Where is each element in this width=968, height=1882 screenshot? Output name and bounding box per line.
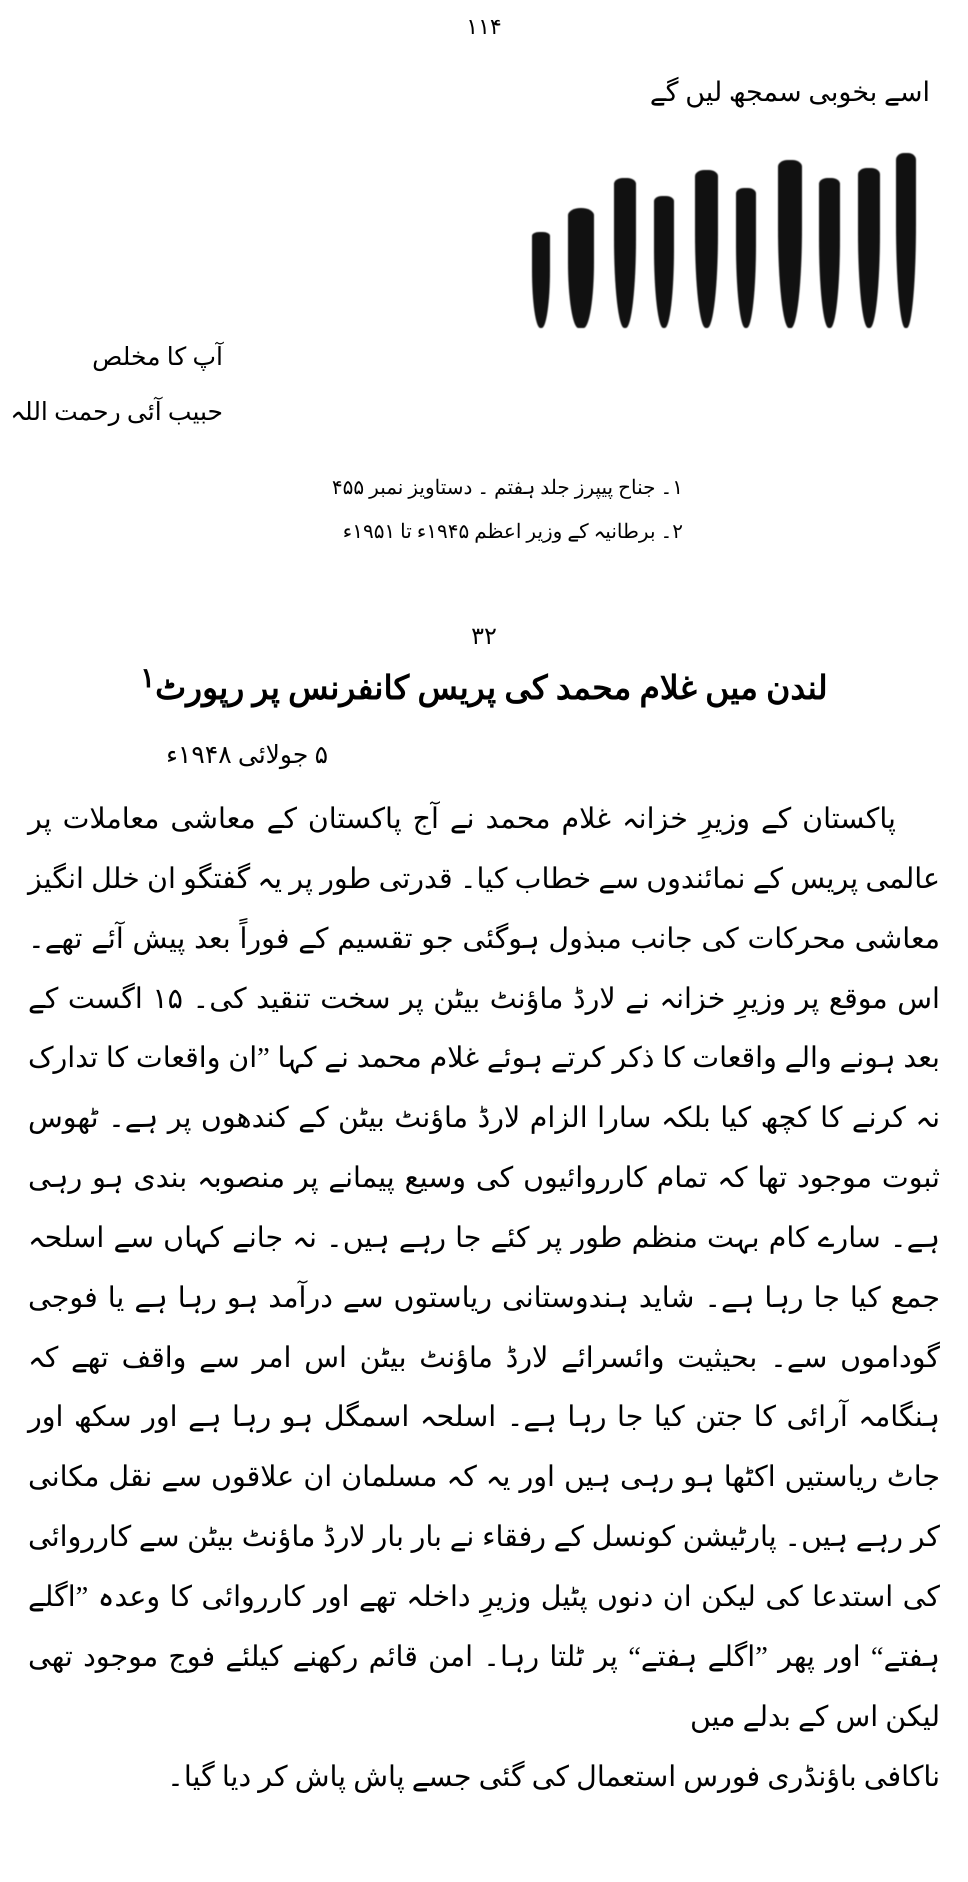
footnote-2: ۲۔ برطانیہ کے وزیر اعظم ۱۹۴۵ء تا ۱۹۵۱ء <box>342 521 683 543</box>
section-title-footnote-marker: ۱ <box>140 662 156 693</box>
signature-script-line: اسے بخوبی سمجھ لیں گے <box>649 77 930 107</box>
page-number: ۱۱۴ <box>466 14 502 39</box>
section-date: ۵ جولائی ۱۹۴۸ء <box>166 742 328 769</box>
section-title <box>0 662 968 708</box>
signature-ink-strokes <box>512 118 922 328</box>
body-paragraph <box>28 790 940 1807</box>
closing-line-2: حبیب آئی رحمت اللہ <box>10 399 223 426</box>
closing-line-1: آپ کا مخلص <box>92 344 223 371</box>
section-number: ۳۲ <box>471 624 497 650</box>
footnotes <box>233 466 683 554</box>
section-title-text: لندن میں غلام محمد کی پریس کانفرنس پر رپورٹ <box>155 671 828 707</box>
body-paragraph-text: پاکستان کے وزیرِ خزانہ غلام محمد نے آج پاکستان کے معاشی معاملات پر عالمی پریس کے نمائندوں سے خطاب کیا۔ قدرتی طور پر یہ گفتگو ان خلل انگیز معاشی محرکات کی جانب مبذول ہوگئی جو تقسیم کے فوراً بعد پیش آئے تھے۔ اس موقع پر وزیرِ خزانہ نے لارڈ ماؤنٹ بیٹن پر سخت تنقید کی۔ ۱۵ اگست کے بعد ہونے والے واقعات کا ذکر کرتے ہوئے غلام محمد نے کہا ”ان واقعات کا تدارک نہ کرنے کا کچھ کیا بلکہ سارا الزام لارڈ ماؤنٹ بیٹن کے کندھوں پر ہے۔ ٹھوس ثبوت موجود تھا کہ تمام کارروائیوں کی وسیع پیمانے پر منصوبہ بندی ہو رہی ہے۔ سارے کام بہت منظم طور پر کئے جا رہے ہیں۔ نہ جانے کہاں سے اسلحہ جمع کیا جا رہا ہے۔ شاید ہندوستانی ریاستوں سے درآمد ہو رہا ہے یا فوجی گوداموں سے۔ بحیثیت وائسرائے لارڈ ماؤنٹ بیٹن اس امر سے واقف تھے کہ ہنگامہ آرائی کا جتن کیا جا رہا ہے۔ اسلحہ اسمگل ہو رہا ہے اور سکھ اور جاٹ ریاستیں اکٹھا ہو رہی ہیں اور یہ کہ مسلمان ان علاقوں سے نقل مکانی کر رہے ہیں۔ پارٹیشن کونسل کے رفقاء نے بار بار لارڈ ماؤنٹ بیٹن سے کارروائی کی استدعا کی لیکن ان دنوں پٹیل وزیرِ داخلہ تھے اور کارروائی کا وعدہ ”اگلے ہفتے“ اور پھر ”اگلے ہفتے“ پر ٹلتا رہا۔ امن قائم رکھنے کیلئے فوج موجود تھی لیکن اس کے بدلے میں <box>28 804 940 1733</box>
closing-signature <box>10 330 223 440</box>
footnote-1: ۱۔ جناح پیپرز جلد ہفتم ۔ دستاویز نمبر ۴۵۵ <box>331 477 683 499</box>
body-paragraph-last-line: ناکافی باؤنڈری فورس استعمال کی گئی جسے پاش پاش کر دیا گیا۔ <box>167 1761 940 1793</box>
signature-block <box>500 78 930 328</box>
